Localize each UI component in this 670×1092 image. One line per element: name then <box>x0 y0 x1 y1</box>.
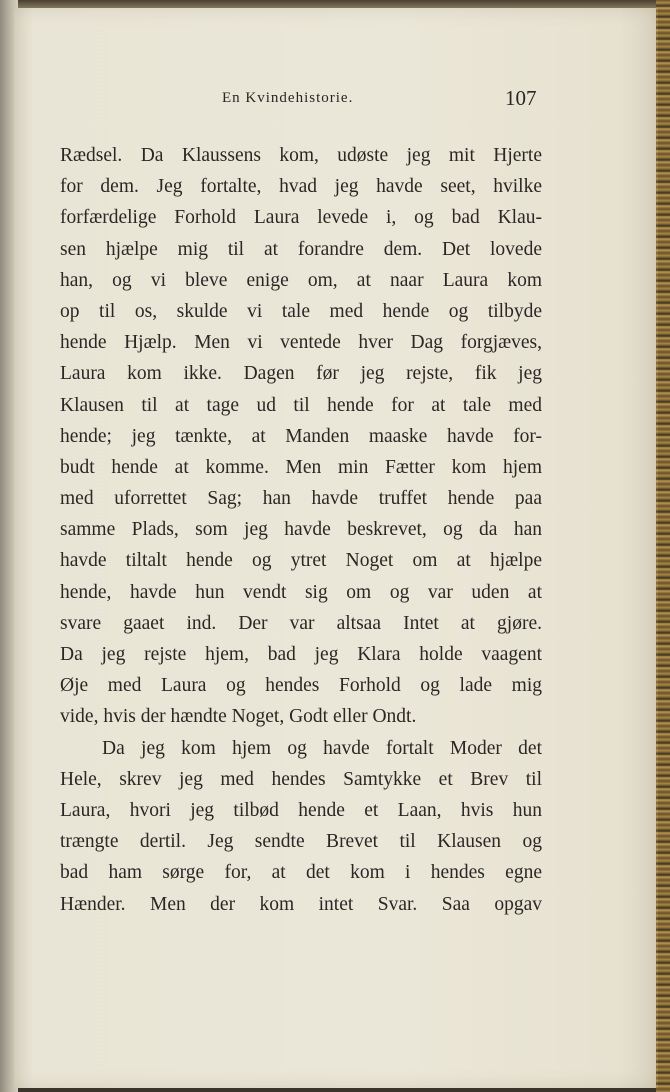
text-line: Da jeg rejste hjem, bad jeg Klara holde vaagent <box>60 644 542 665</box>
text-line: havde tiltalt hende og ytret Noget om at hjælpe <box>60 550 542 572</box>
text-line: Da jeg kom hjem og havde fortalt Moder det <box>102 737 542 759</box>
text-line: for dem. Jeg fortalte, hvad jeg havde seet, hvilke <box>60 176 542 198</box>
text-line: forfærdelige Forhold Laura levede i, og bad Klau- <box>60 207 542 229</box>
text-line: Rædsel. Da Klaussens kom, udøste jeg mit Hjerte <box>60 145 542 166</box>
text-line: han, og vi bleve enige om, at naar Laura kom <box>60 269 542 291</box>
text-line: Laura, hvori jeg tilbød hende et Laan, hvis hun <box>60 799 542 821</box>
text-line: Hænder. Men der kom intet Svar. Saa opgav <box>60 893 542 915</box>
text-line: sen hjælpe mig til at forandre dem. Det lovede <box>60 238 542 260</box>
text-line: op til os, skulde vi tale med hende og tilbyde <box>60 300 542 322</box>
text-line: Laura kom ikke. Dagen før jeg rejste, fik jeg <box>60 363 542 385</box>
text-line: trængte dertil. Jeg sendte Brevet til Klausen og <box>60 831 542 853</box>
text-line: hende Hjælp. Men vi ventede hver Dag forgjæves, <box>60 332 542 354</box>
text-line: Klausen til at tage ud til hende for at tale med <box>60 394 542 416</box>
text-line: Øje med Laura og hendes Forhold og lade mig <box>60 675 542 697</box>
text-line: hende, havde hun vendt sig om og var uden at <box>60 581 542 603</box>
text-line: samme Plads, som jeg havde beskrevet, og da han <box>60 519 542 541</box>
text-line: vide, hvis der hændte Noget, Godt eller Ondt. <box>60 706 417 728</box>
page-header <box>0 88 670 118</box>
body-text <box>60 140 542 920</box>
page-number: 107 <box>505 86 537 110</box>
text-line: svare gaaet ind. Der var altsaa Intet at gjøre. <box>60 612 542 634</box>
text-line: hende; jeg tænkte, at Manden maaske havde for- <box>60 425 542 447</box>
text-line: bad ham sørge for, at det kom i hendes egne <box>60 862 542 884</box>
book-edge <box>656 0 670 1092</box>
text-line: Hele, skrev jeg med hendes Samtykke et Brev til <box>60 768 542 790</box>
text-line: med uforrettet Sag; han havde truffet hende paa <box>60 488 542 510</box>
text-line: budt hende at komme. Men min Fætter kom hjem <box>60 456 542 478</box>
running-title: En Kvindehistorie. <box>222 90 354 106</box>
